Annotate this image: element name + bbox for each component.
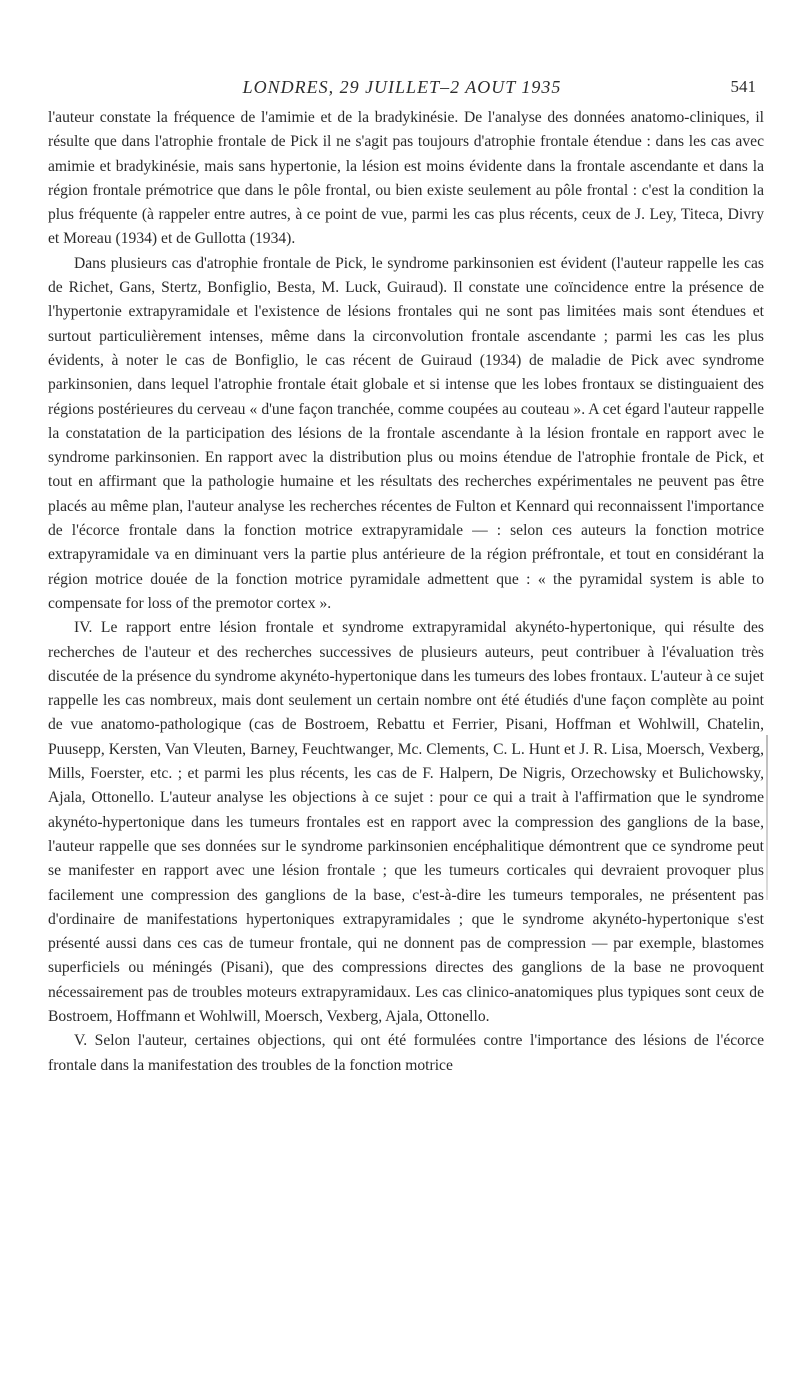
paragraph-2: Dans plusieurs cas d'atrophie frontale de Pick, le syndrome parkinsonien est évident (l'auteur rappelle les cas de Richet, Gans, Stertz, Bonfiglio, Besta, M. Luck, Guiraud). Il constate une coïncidence entre la présence de l'hypertonie extrapyramidale et l'existence de lésions frontales qui ne sont pas limitées mais sont étendues et surtout particulièrement intenses, même dans la circonvolution frontale ascendante ; parmi les cas les plus évidents, à noter le cas de Bonfiglio, le cas récent de Guiraud (1934) de maladie de Pick avec syndrome parkinsonien, dans lequel l'atrophie frontale était globale et si intense que les lobes frontaux se distinguaient des régions postérieures du cerveau « d'une façon tranchée, comme coupées au couteau ». A cet égard l'auteur rappelle la constatation de la participation des lésions de la frontale ascendante à la lésion frontale en rapport avec le syndrome parkinsonien. En rapport avec la distribution plus ou moins étendue de l'atrophie frontale de Pick, et tout en affirmant que la pathologie humaine et les résultats des recherches expérimentales ne peuvent pas être placés au même plan, l'auteur analyse les recherches récentes de Fulton et Kennard qui reconnaissent l'importance de l'écorce frontale dans la fonction motrice extrapyramidale — : selon ces auteurs la fonction motrice extrapyramidale va en diminuant vers la partie plus antérieure de la région préfrontale, et tout en considérant la région motrice douée de la fonction motrice pyramidale admettent que : « the pyramidal system is able to compensate for loss of the premotor cortex ». (48, 254, 764, 612)
body-text (48, 106, 764, 1078)
running-head: LONDRES, 29 JUILLET–2 AOUT 1935 (242, 77, 562, 97)
paragraph-4: V. Selon l'auteur, certaines objections, qui ont été formulées contre l'importance des lésions de l'écorce frontale dans la manifestation des troubles de la fonction motrice (48, 1032, 764, 1074)
paragraph-3: IV. Le rapport entre lésion frontale et syndrome extrapyramidal akynéto-hypertonique, qui résulte des recherches de l'auteur et des recherches successives de plusieurs auteurs, peut contribuer à l'évaluation très discutée de la présence du syndrome akynéto-hypertonique dans les tumeurs des lobes frontaux. L'auteur à ce sujet rappelle les cas nombreux, mais dont seulement un certain nombre ont été étudiés d'une façon complète au point de vue anatomo-pathologique (cas de Bostroem, Rebattu et Ferrier, Pisani, Hoffman et Wohlwill, Chatelin, Puusepp, Kersten, Van Vleuten, Barney, Feuchtwanger, Mc. Clements, C. L. Hunt et J. R. Lisa, Moersch, Vexberg, Mills, Foerster, etc. ; et parmi les plus récents, les cas de F. Halpern, De Nigris, Orzechowsky et Bulichowsky, Ajala, Ottonello. L'auteur analyse les objections à ce sujet : pour ce qui a trait à l'affirmation que le syndrome akynéto-hypertonique dans les tumeurs frontales est en rapport avec la compression des ganglions de la base, l'auteur rappelle que ses données sur le syndrome parkinsonien encéphalitique démontrent que ce syndrome peut se manifester en rapport avec une lésion frontale ; que les tumeurs corticales qui devraient provoquer plus facilement une compression des ganglions de la base, c'est-à-dire les tumeurs temporales, ne présentent pas d'ordinaire de manifestations hypertoniques extrapyramidales ; que le syndrome akynéto-hypertonique s'est présenté aussi dans ces cas de tumeur frontale, qui ne donnent pas de compression — par exemple, blastomes superficiels ou méningés (Pisani), que des compressions directes des ganglions de la base ne provoquent nécessairement pas de troubles moteurs extrapyramidaux. Les cas clinico-anatomiques plus typiques sont ceux de Bostroem, Hoffmann et Wohlwill, Moersch, Vexberg, Ajala, Ottonello. (48, 619, 764, 1025)
margin-line (766, 735, 768, 900)
paragraph-1: l'auteur constate la fréquence de l'amimie et de la bradykinésie. De l'analyse des données anatomo-cliniques, il résulte que dans l'atrophie frontale de Pick il ne s'agit pas toujours d'atrophie frontale étendue : dans les cas avec amimie et bradykinésie, mais sans hypertonie, la lésion est moins évidente dans la frontale ascendante et dans la région frontale prémotrice que dans le pôle frontal, ou bien existe seulement au pôle frontal : c'est la condition la plus fréquente (à rappeler entre autres, à ce point de vue, parmi les cas plus récents, ceux de J. Ley, Titeca, Divry et Moreau (1934) et de Gullotta (1934). (48, 109, 764, 248)
page-header (48, 77, 756, 101)
page-number: 541 (730, 77, 756, 96)
